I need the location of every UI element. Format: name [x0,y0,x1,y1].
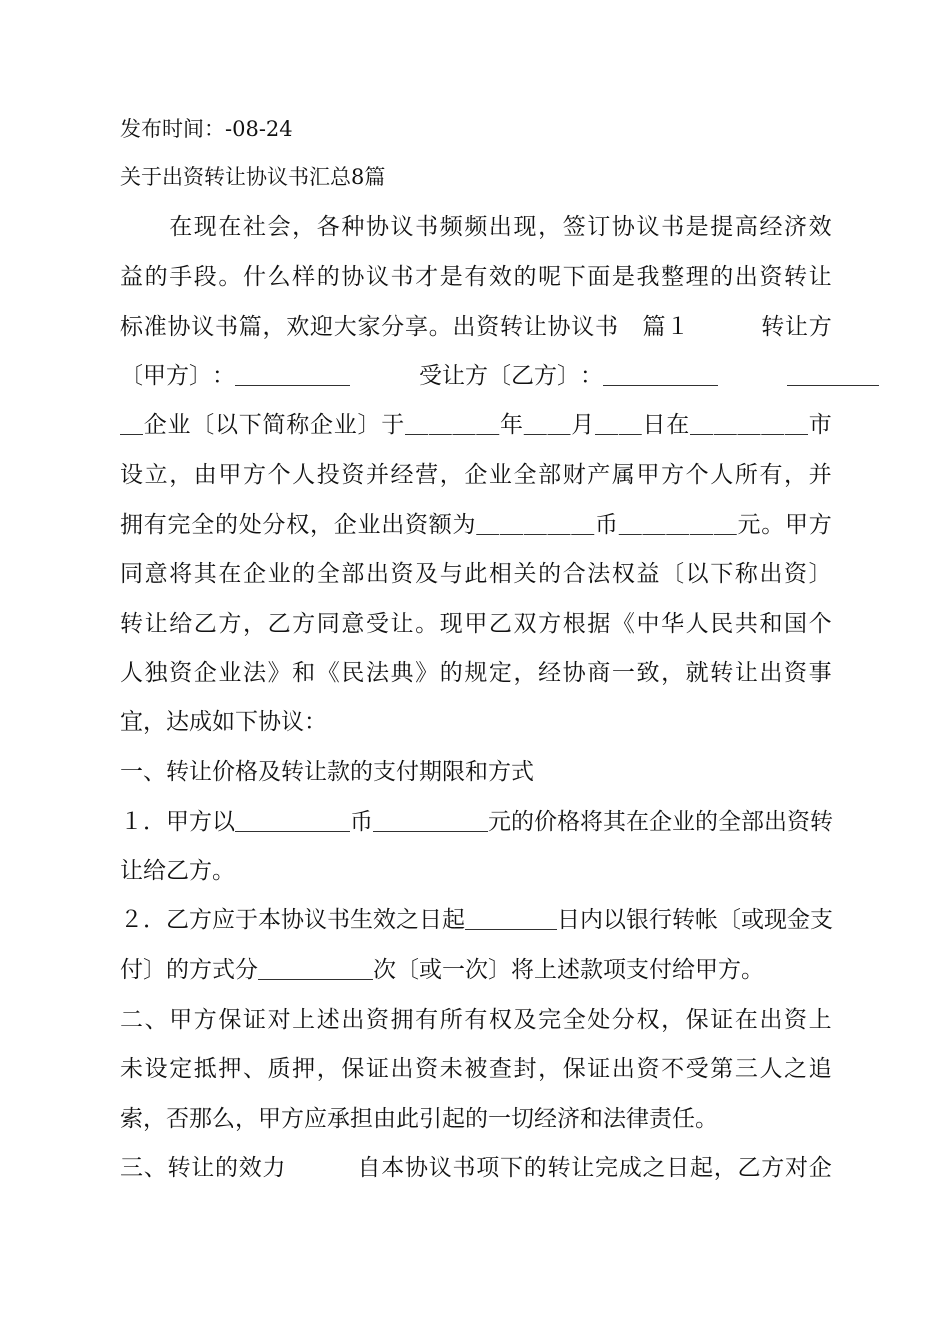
clause-line: ２ ． 乙 方 应 于 本 协 议 书 生 效 之 日 起 ＿ ＿ ＿ ＿ 日 内 以 银 行 转 帐 〔 或 现 金 支 [120,907,833,933]
section-heading: 一、转让价格及转让款的支付期限和方式 [120,759,534,785]
body-line: 转 让 给 乙 方 ， 乙 方 同 意 受 让 。 现 甲 乙 双 方 根 据 《 中 华 人 民 共 和 国 个 [120,611,832,637]
section-line: 三 、 转 让 的 效 力 自 本 协 议 书 项 下 的 转 让 完 成 之 日 起 ， 乙 方 对 企 [120,1155,832,1181]
body-line: 同 意 将 其 在 企 业 的 全 部 出 资 及 与 此 相 关 的 合 法 权 益 〔 以 下 称 出 资 〕 [120,561,832,587]
clause-line: 付〕的方式分＿＿＿＿＿次〔或一次〕将上述款项支付给甲方。 [120,957,764,983]
publish-date: 发布时间：-08-24 [120,117,293,141]
body-line: 标 准 协 议 书 篇 ， 欢 迎 大 家 分 享 。 出 资 转 让 协 议 书 篇 １ 转 让 方 [120,314,832,340]
body-line: 在 现 在 社 会 ， 各 种 协 议 书 频 频 出 现 ， 签 订 协 议 书 是 提 高 经 济 效 [169,214,832,240]
document-title: 关于出资转让协议书汇总8篇 [120,165,386,189]
body-line: 人 独 资 企 业 法 》 和 《 民 法 典 》 的 规 定 ， 经 协 商 一 致 ， 就 转 让 出 资 事 [120,660,832,686]
body-line: ＿ 企 业 〔 以 下 简 称 企 业 〕 于 ＿ ＿ ＿ ＿ 年 ＿ ＿ 月 ＿ ＿ 日 在 ＿ ＿ ＿ ＿ ＿ 市 [120,412,832,438]
section-line: 索，否那么，甲方应承担由此引起的一切经济和法律责任。 [120,1106,718,1132]
clause-line: １ ． 甲 方 以 ＿ ＿ ＿ ＿ ＿ 币 ＿ ＿ ＿ ＿ ＿ 元 的 价 格 将 其 在 企 业 的 全 部 出 资 转 [120,809,833,835]
body-line: 宜，达成如下协议： [120,709,327,735]
body-line: 拥 有 完 全 的 处 分 权 ， 企 业 出 资 额 为 ＿ ＿ ＿ ＿ ＿ 币 ＿ ＿ ＿ ＿ ＿ 元 。 甲 方 [120,512,832,538]
body-line: 设 立 ， 由 甲 方 个 人 投 资 并 经 营 ， 企 业 全 部 财 产 属 甲 方 个 人 所 有 ， 并 [120,462,832,488]
section-line: 二 、 甲 方 保 证 对 上 述 出 资 拥 有 所 有 权 及 完 全 处 分 权 ， 保 证 在 出 资 上 [120,1007,832,1033]
body-line: 益 的 手 段 。 什 么 样 的 协 议 书 才 是 有 效 的 呢 下 面 是 我 整 理 的 出 资 转 让 [120,264,832,290]
body-line: 〔 甲 方 〕 ： ＿ ＿ ＿ ＿ ＿ 受 让 方 〔 乙 方 〕 ： ＿ ＿ ＿ ＿ ＿ ＿ ＿ ＿ ＿ [120,363,879,389]
section-line: 未 设 定 抵 押 、 质 押 ， 保 证 出 资 未 被 查 封 ， 保 证 出 资 不 受 第 三 人 之 追 [120,1056,832,1082]
clause-line: 让给乙方。 [120,858,235,884]
